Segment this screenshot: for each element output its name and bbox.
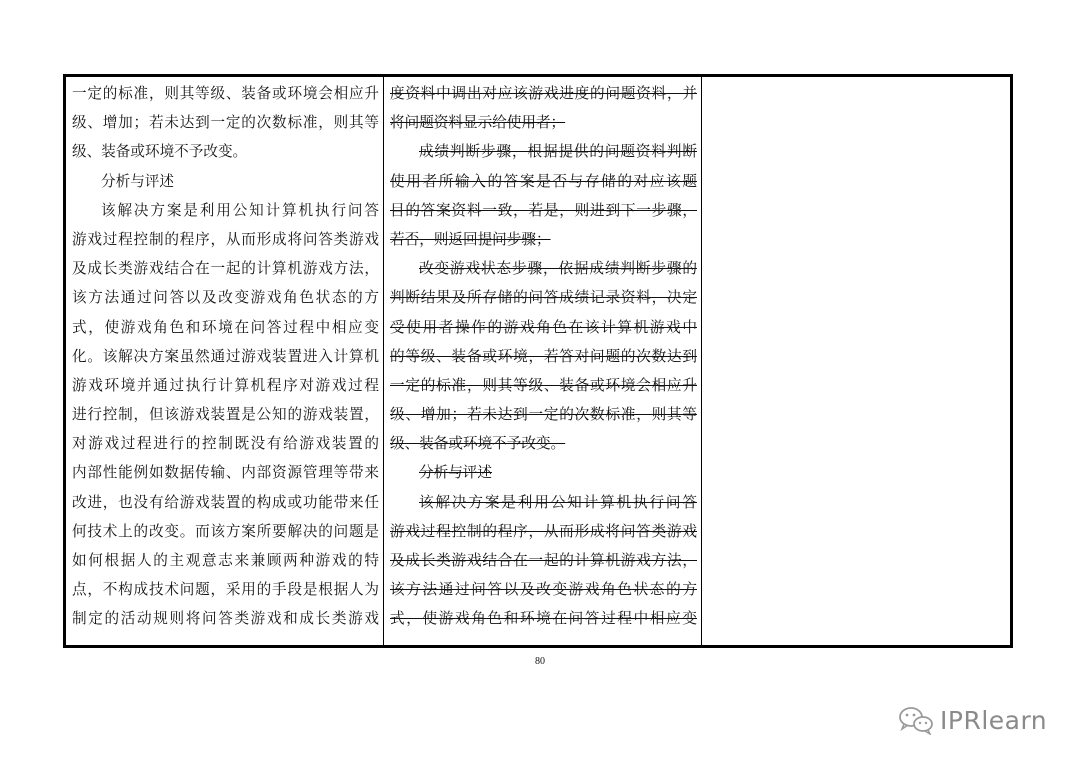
deleted-text-line: 若否，则返回提问步骤；: [390, 230, 551, 248]
original-text-line: 对游戏过程进行的控制既没有给游戏装置的: [72, 435, 379, 453]
deleted-text-line: 使用者所输入的答案是否与存储的对应该题: [390, 172, 697, 190]
deleted-text-line: 目的答案资料一致，若是，则进到下一步骤，: [390, 201, 697, 219]
comparison-table: [63, 74, 1013, 648]
deleted-text-line: 级、装备或环境不予改变。: [390, 435, 566, 453]
deleted-text-line: 将问题资料显示给使用者；: [390, 114, 566, 132]
deleted-text-line: 判断结果及所存储的问答成绩记录资料，决定: [390, 289, 697, 307]
original-text-column: [66, 77, 384, 645]
original-text-line: 游戏过程控制的程序，从而形成将问答类游戏: [72, 230, 379, 248]
deleted-text-line: 及成长类游戏结合在一起的计算机游戏方法，: [390, 552, 697, 569]
original-text-line: 改进，也没有给游戏装置的构成或功能带来任: [72, 493, 379, 511]
deleted-text-line: 成绩判断步骤，根据提供的问题资料判断: [419, 143, 697, 161]
original-text-line: 化。该解决方案虽然通过游戏装置进入计算机: [72, 347, 379, 365]
deleted-text-line: 该方法通过问答以及改变游戏角色状态的方: [390, 581, 697, 599]
original-text-line: 一定的标准，则其等级、装备或环境会相应升: [72, 85, 379, 102]
original-text-line: 式，使游戏角色和环境在问答过程中相应变: [72, 318, 379, 336]
deleted-text-line: 分析与评述: [419, 464, 492, 482]
original-text-line: 如何根据人的主观意志来兼顾两种游戏的特: [72, 552, 379, 569]
watermark-text: IPRlearn: [940, 705, 1048, 735]
deleted-text-line: 一定的标准，则其等级、装备或环境会相应升: [390, 376, 697, 394]
original-text-line: 及成长类游戏结合在一起的计算机游戏方法，: [72, 260, 379, 278]
original-text-line: 级、增加；若未达到一定的次数标准，则其等: [72, 114, 379, 132]
deleted-text-column: [384, 77, 702, 645]
original-text-line: 何技术上的改变。而该方案所要解决的问题是: [72, 522, 379, 540]
original-text-line: 该方法通过问答以及改变游戏角色状态的方: [72, 289, 379, 307]
original-text-line: 游戏环境并通过执行计算机程序对游戏过程: [72, 376, 379, 394]
notes-column: [702, 77, 1010, 645]
original-text-line: 分析与评述: [101, 172, 174, 190]
original-text-line: 点，不构成技术问题，采用的手段是根据人为: [72, 581, 379, 599]
deleted-text-line: 改变游戏状态步骤，依据成绩判断步骤的: [419, 260, 697, 278]
page-number: 80: [535, 656, 545, 667]
watermark: [898, 700, 1047, 740]
original-text-line: 该解决方案是利用公知计算机执行问答: [101, 201, 379, 219]
deleted-text-line: 受使用者操作的游戏角色在该计算机游戏中: [390, 318, 697, 336]
original-text-line: 内部性能例如数据传输、内部资源管理等带来: [72, 464, 379, 482]
wechat-icon: [898, 705, 934, 735]
deleted-text-line: 的等级、装备或环境，若答对问题的次数达到: [390, 347, 697, 365]
original-text-line: 级、装备或环境不予改变。: [72, 143, 248, 161]
deleted-text-line: 游戏过程控制的程序，从而形成将问答类游戏: [390, 522, 697, 540]
deleted-text-line: 级、增加；若未达到一定的次数标准，则其等: [390, 406, 697, 424]
deleted-text-line: 度资料中调出对应该游戏进度的问题资料，并: [390, 85, 697, 102]
deleted-text-line: 该解决方案是利用公知计算机执行问答: [419, 493, 697, 511]
original-text-line: 制定的活动规则将问答类游戏和成长类游戏: [72, 610, 379, 628]
original-text-line: 进行控制，但该游戏装置是公知的游戏装置，: [72, 406, 379, 424]
deleted-text-line: 式，使游戏角色和环境在问答过程中相应变: [390, 610, 697, 628]
